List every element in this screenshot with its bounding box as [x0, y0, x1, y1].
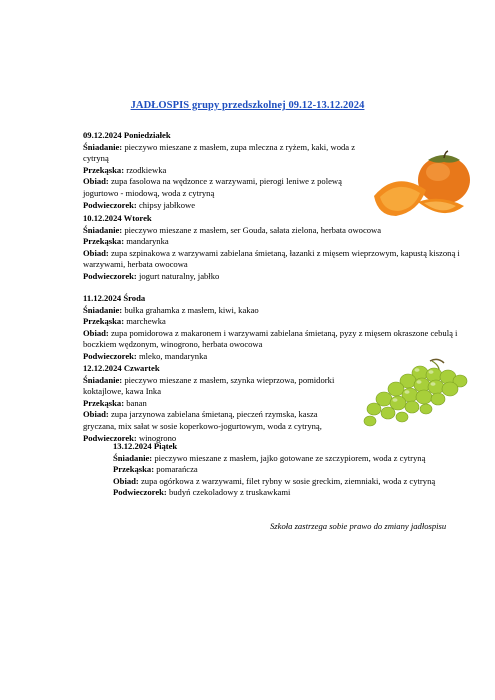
- label-afternoon: Podwieczorek:: [83, 432, 137, 443]
- day-date: 09.12.2024 Poniedziałek: [83, 130, 171, 140]
- label-breakfast: Śniadanie:: [83, 224, 123, 235]
- label-snack: Przekąska:: [83, 236, 125, 247]
- afternoon-text: winogrono: [138, 432, 177, 443]
- label-lunch: Obiad:: [113, 475, 139, 486]
- breakfast-text: pieczywo mieszane z masłem, ser Gouda, sałata zielona, herbata owocowa: [124, 224, 382, 235]
- grapes-image: [360, 355, 478, 430]
- label-snack: Przekąska:: [83, 397, 125, 408]
- lunch-text: zupa jarzynowa zabielana śmietaną, pieczeń rzymska, kasza gryczana, mix sałat w sosie koperkowo-jogurtowym, woda z cytryną,: [83, 409, 322, 431]
- lunch-text: zupa pomidorowa z makaronem i warzywami zabielana śmietaną, pyzy z mięsem okraszone cebulą i boczkiem wędzonym, winogrono, herbata owocowa: [83, 327, 458, 350]
- label-lunch: Obiad:: [83, 176, 109, 187]
- breakfast-text: pieczywo mieszane z masłem, jajko gotowane ze szczypiorem, woda z cytryną: [154, 452, 426, 463]
- label-afternoon: Podwieczorek:: [113, 487, 167, 498]
- day-thursday: [83, 363, 351, 444]
- breakfast-text: pieczywo mieszane z masłem, szynka wieprzowa, pomidorki koktajlowe, kawa Inka: [83, 374, 335, 397]
- afternoon-text: jogurt naturalny, jabłko: [138, 270, 220, 281]
- afternoon-text: chipsy jabłkowe: [138, 199, 196, 210]
- day-wednesday: [83, 293, 473, 363]
- label-snack: Przekąska:: [83, 316, 125, 327]
- page-title: JADŁOSPIS grupy przedszkolnej 09.12-13.12.2024: [130, 100, 365, 111]
- label-lunch: Obiad:: [83, 327, 109, 338]
- label-afternoon: Podwieczorek:: [83, 199, 137, 210]
- label-breakfast: Śniadanie:: [113, 452, 153, 463]
- day-friday: [113, 441, 473, 499]
- label-snack: Przekąska:: [113, 464, 155, 475]
- label-breakfast: Śniadanie:: [83, 141, 123, 152]
- breakfast-text: pieczywo mieszane z masłem, zupa mleczna z ryżem, kaki, woda z cytryną: [83, 141, 356, 164]
- snack-text: marchewka: [126, 316, 166, 327]
- afternoon-text: budyń czekoladowy z truskawkami: [168, 487, 291, 498]
- label-lunch: Obiad:: [83, 247, 109, 258]
- snack-text: banan: [126, 397, 147, 408]
- day-date: 10.12.2024 Wtorek: [83, 213, 152, 223]
- day-monday: [83, 130, 368, 211]
- label-breakfast: Śniadanie:: [83, 304, 123, 315]
- lunch-text: zupa szpinakowa z warzywami zabielana śmietaną, łazanki z mięsem wieprzowym, kapustą kiszoną i warzywami, herbata owocowa: [83, 247, 460, 270]
- day-date: 11.12.2024 Środa: [83, 293, 146, 303]
- lunch-text: zupa ogórkowa z warzywami, filet rybny w sosie greckim, ziemniaki, woda z cytryną: [140, 475, 436, 486]
- day-date: 13.12.2024 Piątek: [113, 441, 178, 451]
- footer-note: Szkoła zastrzega sobie prawo do zmiany jadłospisu: [270, 521, 447, 531]
- snack-text: mandarynka: [126, 236, 169, 247]
- label-afternoon: Podwieczorek:: [83, 350, 137, 361]
- lunch-text: zupa fasolowa na wędzonce z warzywami, pierogi leniwe z polewą jogurtowo - miodową, woda z cytryną: [83, 176, 342, 198]
- label-afternoon: Podwieczorek:: [83, 270, 137, 281]
- snack-text: rzodkiewka: [126, 164, 167, 175]
- snack-text: pomarańcza: [156, 464, 198, 475]
- label-lunch: Obiad:: [83, 409, 109, 420]
- day-date: 12.12.2024 Czwartek: [83, 363, 160, 373]
- day-tuesday: [83, 213, 473, 283]
- persimmon-image: [366, 150, 478, 222]
- label-snack: Przekąska:: [83, 164, 125, 175]
- afternoon-text: mleko, mandarynka: [138, 350, 208, 361]
- breakfast-text: bułka grahamka z masłem, kiwi, kakao: [124, 304, 259, 315]
- label-breakfast: Śniadanie:: [83, 374, 123, 385]
